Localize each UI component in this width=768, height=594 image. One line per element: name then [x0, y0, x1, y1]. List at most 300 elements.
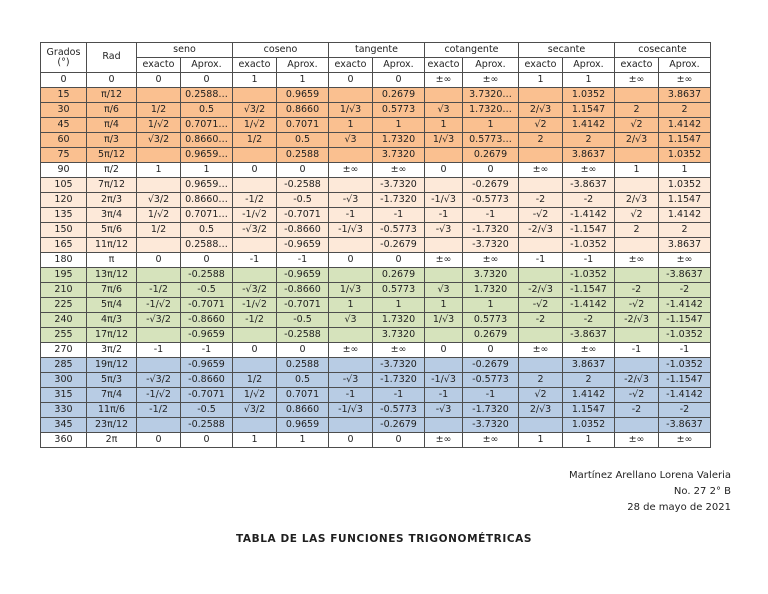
cell-value: 1.1547 — [563, 403, 615, 418]
cell-value: -3.7320 — [373, 178, 425, 193]
cell-value: -√3 — [425, 403, 463, 418]
cell-value: -1.7320 — [373, 193, 425, 208]
cell-value: 0 — [233, 343, 277, 358]
cell-value: 2/√3 — [615, 133, 659, 148]
cell-value: 0.2588… — [181, 238, 233, 253]
cell-value: -3.7320 — [373, 358, 425, 373]
cell-value: -0.2679 — [373, 238, 425, 253]
cell-rad: π/6 — [87, 103, 137, 118]
cell-value: -0.5 — [277, 193, 329, 208]
cell-value — [329, 328, 373, 343]
cell-value: 1.7320 — [463, 283, 519, 298]
cell-rad: 2π — [87, 433, 137, 448]
cell-value: -0.8660 — [181, 313, 233, 328]
cell-value: 1 — [425, 298, 463, 313]
cell-value: -1.4142 — [659, 298, 711, 313]
cell-value: -√2 — [519, 298, 563, 313]
cell-value — [233, 328, 277, 343]
cell-value: 2 — [519, 373, 563, 388]
cell-value: 0.5773 — [373, 103, 425, 118]
cell-value: -2 — [563, 313, 615, 328]
cell-value: 2/√3 — [615, 193, 659, 208]
cell-value: 1/√2 — [137, 208, 181, 223]
document-date: 28 de mayo de 2021 — [627, 502, 731, 513]
cell-value: -1 — [277, 253, 329, 268]
header-row-functions — [41, 43, 711, 58]
cell-value: -√2 — [615, 388, 659, 403]
cell-value: ±∞ — [519, 343, 563, 358]
cell-value — [329, 148, 373, 163]
cell-value: -√3 — [329, 373, 373, 388]
cell-value: -2/√3 — [615, 373, 659, 388]
cell-value: 1/2 — [137, 103, 181, 118]
cell-value: -1.1547 — [659, 373, 711, 388]
cell-value: -0.8660 — [277, 223, 329, 238]
table-row — [41, 373, 711, 388]
cell-value: -2 — [615, 283, 659, 298]
cell-value: -1.0352 — [563, 238, 615, 253]
cell-value: -0.7071 — [181, 388, 233, 403]
header-seno: seno — [137, 43, 233, 58]
cell-rad: 0 — [87, 73, 137, 88]
cell-value: -2 — [519, 193, 563, 208]
cell-value: ±∞ — [659, 253, 711, 268]
cell-degrees: 135 — [41, 208, 87, 223]
cell-value: 1.1547 — [659, 133, 711, 148]
cell-value — [137, 238, 181, 253]
cell-value — [519, 148, 563, 163]
table-header — [41, 43, 711, 73]
cell-rad: 3π/4 — [87, 208, 137, 223]
cell-rad: 11π/12 — [87, 238, 137, 253]
header-secante-aprox: Aprox. — [563, 58, 615, 73]
cell-value: ±∞ — [373, 343, 425, 358]
cell-value: 0 — [137, 253, 181, 268]
cell-value: -0.5773 — [373, 403, 425, 418]
cell-value: 0.5 — [181, 223, 233, 238]
cell-value: -3.8637 — [563, 178, 615, 193]
cell-value: ±∞ — [329, 163, 373, 178]
cell-value: 3.8637 — [659, 88, 711, 103]
cell-value: -1.4142 — [659, 388, 711, 403]
cell-degrees: 120 — [41, 193, 87, 208]
cell-value: -0.5773 — [463, 193, 519, 208]
cell-value: 0.5773 — [463, 313, 519, 328]
header-cotangente-aprox: Aprox. — [463, 58, 519, 73]
cell-value: 1 — [463, 118, 519, 133]
cell-value: -1 — [563, 253, 615, 268]
cell-value: 1/√2 — [137, 118, 181, 133]
cell-value: -1 — [615, 343, 659, 358]
table-row — [41, 268, 711, 283]
header-seno-exacto: exacto — [137, 58, 181, 73]
cell-value: -1/2 — [137, 283, 181, 298]
cell-value: -√2 — [519, 208, 563, 223]
cell-degrees: 360 — [41, 433, 87, 448]
cell-value — [615, 328, 659, 343]
header-degrees: Grados (°) — [41, 43, 87, 73]
cell-value: -1 — [463, 388, 519, 403]
cell-rad: 7π/4 — [87, 388, 137, 403]
cell-value: -0.5773 — [463, 373, 519, 388]
cell-degrees: 150 — [41, 223, 87, 238]
cell-value: 2/√3 — [519, 403, 563, 418]
cell-value — [233, 88, 277, 103]
cell-value: 1/√2 — [233, 388, 277, 403]
cell-value: -0.5773 — [373, 223, 425, 238]
header-secante-exacto: exacto — [519, 58, 563, 73]
cell-value: 1 — [277, 73, 329, 88]
cell-value: -1/2 — [137, 403, 181, 418]
cell-value: ±∞ — [519, 163, 563, 178]
header-secante: secante — [519, 43, 615, 58]
cell-value: 0 — [277, 343, 329, 358]
cell-value: -2/√3 — [519, 223, 563, 238]
cell-value: 1 — [519, 73, 563, 88]
cell-value: -1/√2 — [137, 388, 181, 403]
cell-value: 0.9659 — [277, 88, 329, 103]
cell-rad: 11π/6 — [87, 403, 137, 418]
cell-value: 1.1547 — [563, 103, 615, 118]
cell-value: -1.1547 — [563, 283, 615, 298]
cell-value — [519, 358, 563, 373]
cell-value: -√3/2 — [137, 313, 181, 328]
cell-value: -1 — [463, 208, 519, 223]
header-cosecante: cosecante — [615, 43, 711, 58]
cell-rad: 5π/3 — [87, 373, 137, 388]
cell-value: 0 — [373, 73, 425, 88]
cell-value: 0 — [373, 433, 425, 448]
cell-value: -1.0352 — [659, 358, 711, 373]
header-seno-aprox: Aprox. — [181, 58, 233, 73]
table-row — [41, 73, 711, 88]
table-row — [41, 133, 711, 148]
cell-value: √3 — [329, 133, 373, 148]
cell-value: 1 — [373, 298, 425, 313]
cell-value: √3/2 — [137, 133, 181, 148]
header-tangente: tangente — [329, 43, 425, 58]
cell-rad: π — [87, 253, 137, 268]
cell-value: -3.8637 — [563, 328, 615, 343]
cell-value: -0.8660 — [181, 373, 233, 388]
cell-value: 2/√3 — [519, 103, 563, 118]
cell-value: -0.8660 — [277, 283, 329, 298]
cell-value — [233, 178, 277, 193]
cell-value: 0 — [425, 343, 463, 358]
cell-value: -1/√3 — [425, 193, 463, 208]
cell-value: -2 — [615, 403, 659, 418]
cell-value: 1 — [181, 163, 233, 178]
cell-value: -1 — [137, 343, 181, 358]
cell-value: 2 — [659, 223, 711, 238]
cell-value: 1/2 — [233, 133, 277, 148]
table-row — [41, 103, 711, 118]
cell-value: 2 — [615, 223, 659, 238]
cell-degrees: 30 — [41, 103, 87, 118]
cell-value: 1.7320 — [373, 313, 425, 328]
cell-value: -1 — [181, 343, 233, 358]
cell-value: -0.2588 — [181, 268, 233, 283]
cell-value — [615, 238, 659, 253]
cell-value — [519, 418, 563, 433]
cell-value: 3.7320 — [373, 328, 425, 343]
cell-value: √3/2 — [233, 403, 277, 418]
header-cosecante-aprox: Aprox. — [659, 58, 711, 73]
cell-value: 1 — [463, 298, 519, 313]
cell-value: -1 — [425, 208, 463, 223]
cell-degrees: 255 — [41, 328, 87, 343]
cell-value: 1 — [563, 73, 615, 88]
cell-value: 1.0352 — [563, 418, 615, 433]
cell-value: 0.2679 — [463, 148, 519, 163]
cell-value: -1/√2 — [233, 298, 277, 313]
cell-value — [519, 328, 563, 343]
cell-degrees: 180 — [41, 253, 87, 268]
cell-value: 0 — [233, 163, 277, 178]
cell-value: 0.7071… — [181, 208, 233, 223]
cell-value: -1 — [329, 388, 373, 403]
cell-value: -0.2588 — [277, 328, 329, 343]
cell-value: -1.4142 — [563, 208, 615, 223]
cell-rad: π/4 — [87, 118, 137, 133]
cell-value: -1 — [373, 388, 425, 403]
cell-value: 0 — [181, 73, 233, 88]
cell-value — [519, 268, 563, 283]
cell-value: -0.9659 — [277, 238, 329, 253]
cell-value: 1.4142 — [659, 118, 711, 133]
cell-value — [425, 358, 463, 373]
author-name: Martínez Arellano Lorena Valeria — [568, 470, 731, 481]
signature-block — [569, 468, 731, 516]
cell-value: 3.8637 — [563, 148, 615, 163]
cell-value — [615, 148, 659, 163]
cell-value: √2 — [519, 118, 563, 133]
cell-value: -0.2679 — [373, 418, 425, 433]
cell-value: 0.2588 — [277, 358, 329, 373]
cell-degrees: 45 — [41, 118, 87, 133]
cell-value: 1.0352 — [659, 148, 711, 163]
cell-value — [425, 418, 463, 433]
cell-value: -√3/2 — [233, 283, 277, 298]
cell-value: 0.2588 — [277, 148, 329, 163]
cell-value: 0 — [277, 163, 329, 178]
cell-rad: 23π/12 — [87, 418, 137, 433]
cell-value: 0.8660 — [277, 403, 329, 418]
cell-value: -1 — [373, 208, 425, 223]
cell-value: -1.1547 — [563, 223, 615, 238]
cell-value: ±∞ — [329, 343, 373, 358]
cell-degrees: 105 — [41, 178, 87, 193]
cell-value: 0.2679 — [373, 268, 425, 283]
cell-value: 0 — [329, 433, 373, 448]
cell-value: ±∞ — [425, 253, 463, 268]
cell-degrees: 195 — [41, 268, 87, 283]
cell-value — [137, 328, 181, 343]
cell-value: 0 — [137, 433, 181, 448]
table-row — [41, 343, 711, 358]
cell-value: 0 — [181, 433, 233, 448]
cell-value: ±∞ — [463, 253, 519, 268]
cell-value: -2 — [563, 193, 615, 208]
cell-rad: 7π/12 — [87, 178, 137, 193]
cell-value: 0.2679 — [373, 88, 425, 103]
cell-value: 1 — [615, 163, 659, 178]
cell-value — [519, 88, 563, 103]
cell-value — [425, 148, 463, 163]
cell-value — [137, 88, 181, 103]
table-row — [41, 253, 711, 268]
cell-value: 1 — [659, 163, 711, 178]
cell-value — [233, 238, 277, 253]
cell-rad: 19π/12 — [87, 358, 137, 373]
cell-value: -1 — [659, 343, 711, 358]
table-row — [41, 163, 711, 178]
cell-value: 1 — [519, 433, 563, 448]
cell-degrees: 225 — [41, 298, 87, 313]
header-cotangente-exacto: exacto — [425, 58, 463, 73]
table-row — [41, 118, 711, 133]
cell-value: -0.7071 — [181, 298, 233, 313]
cell-value: -1/2 — [233, 313, 277, 328]
cell-value: 0.5773 — [373, 283, 425, 298]
cell-value — [329, 178, 373, 193]
cell-value: ±∞ — [563, 343, 615, 358]
cell-value: -1 — [425, 388, 463, 403]
cell-rad: 7π/6 — [87, 283, 137, 298]
table-row — [41, 223, 711, 238]
cell-rad: π/2 — [87, 163, 137, 178]
table-row — [41, 208, 711, 223]
header-tangente-aprox: Aprox. — [373, 58, 425, 73]
table-row — [41, 88, 711, 103]
header-coseno-aprox: Aprox. — [277, 58, 329, 73]
cell-value: ±∞ — [659, 73, 711, 88]
cell-value: -0.9659 — [181, 358, 233, 373]
cell-value — [615, 268, 659, 283]
cell-value: √3 — [329, 313, 373, 328]
cell-value: 0 — [463, 163, 519, 178]
cell-value: 0.8660… — [181, 133, 233, 148]
cell-value — [329, 358, 373, 373]
cell-degrees: 210 — [41, 283, 87, 298]
student-number: No. 27 2° B — [673, 486, 731, 497]
cell-degrees: 75 — [41, 148, 87, 163]
table-row — [41, 328, 711, 343]
cell-value: 2 — [563, 133, 615, 148]
cell-rad: 3π/2 — [87, 343, 137, 358]
cell-value: 1 — [329, 298, 373, 313]
cell-degrees: 300 — [41, 373, 87, 388]
cell-value: 1.4142 — [563, 118, 615, 133]
header-coseno: coseno — [233, 43, 329, 58]
cell-value: 1 — [563, 433, 615, 448]
cell-value — [615, 88, 659, 103]
cell-value: 3.8637 — [563, 358, 615, 373]
cell-rad: 5π/6 — [87, 223, 137, 238]
cell-degrees: 285 — [41, 358, 87, 373]
cell-value: 1 — [233, 73, 277, 88]
cell-value: 1/2 — [233, 373, 277, 388]
cell-value: 2 — [659, 103, 711, 118]
table-row — [41, 238, 711, 253]
cell-value — [329, 238, 373, 253]
cell-value: -1 — [233, 253, 277, 268]
cell-value: 0.7071… — [181, 118, 233, 133]
cell-degrees: 15 — [41, 88, 87, 103]
cell-value: 0.5 — [277, 133, 329, 148]
cell-value: -√2 — [615, 298, 659, 313]
cell-value: -0.2588 — [181, 418, 233, 433]
cell-value: 0.9659 — [277, 418, 329, 433]
cell-value: -1/√3 — [329, 223, 373, 238]
table-row — [41, 193, 711, 208]
cell-value: 1 — [233, 433, 277, 448]
cell-degrees: 330 — [41, 403, 87, 418]
cell-value — [615, 418, 659, 433]
cell-value: 0 — [329, 73, 373, 88]
cell-value: ±∞ — [615, 253, 659, 268]
cell-value: ±∞ — [373, 163, 425, 178]
cell-value: -3.7320 — [463, 418, 519, 433]
cell-value: ±∞ — [659, 433, 711, 448]
cell-value: √3/2 — [233, 103, 277, 118]
cell-value: -√3 — [425, 223, 463, 238]
cell-value: √3 — [425, 283, 463, 298]
cell-value — [329, 268, 373, 283]
cell-rad: 4π/3 — [87, 313, 137, 328]
cell-value: 1/√3 — [425, 133, 463, 148]
cell-value: 1 — [277, 433, 329, 448]
cell-degrees: 315 — [41, 388, 87, 403]
cell-value — [233, 268, 277, 283]
cell-rad: 17π/12 — [87, 328, 137, 343]
header-cotangente: cotangente — [425, 43, 519, 58]
cell-value: -2 — [659, 283, 711, 298]
cell-value: -1/√2 — [233, 208, 277, 223]
table-row — [41, 388, 711, 403]
cell-value: √2 — [519, 388, 563, 403]
header-cosecante-exacto: exacto — [615, 58, 659, 73]
cell-degrees: 270 — [41, 343, 87, 358]
cell-value: -1.7320 — [463, 403, 519, 418]
cell-value: 1.1547 — [659, 193, 711, 208]
cell-value: -√3/2 — [233, 223, 277, 238]
cell-value: √3/2 — [137, 193, 181, 208]
cell-value: 2 — [519, 133, 563, 148]
cell-value: ±∞ — [615, 73, 659, 88]
cell-value: -1.7320 — [373, 373, 425, 388]
cell-value: 0.9659… — [181, 148, 233, 163]
cell-value: -0.9659 — [277, 268, 329, 283]
cell-value: 1.4142 — [659, 208, 711, 223]
cell-value: 0.7071 — [277, 388, 329, 403]
header-row-subheaders — [41, 58, 711, 73]
cell-value: 3.7320 — [463, 268, 519, 283]
table-row — [41, 148, 711, 163]
trig-table — [40, 42, 711, 448]
cell-value: 0 — [329, 253, 373, 268]
cell-value: -0.2679 — [463, 358, 519, 373]
cell-value: -2 — [659, 403, 711, 418]
cell-value: ±∞ — [615, 433, 659, 448]
header-tangente-exacto: exacto — [329, 58, 373, 73]
cell-value: -0.2588 — [277, 178, 329, 193]
cell-value — [615, 358, 659, 373]
cell-value: ±∞ — [425, 433, 463, 448]
cell-value: -0.9659 — [181, 328, 233, 343]
cell-value: 0.5 — [277, 373, 329, 388]
cell-value — [137, 178, 181, 193]
